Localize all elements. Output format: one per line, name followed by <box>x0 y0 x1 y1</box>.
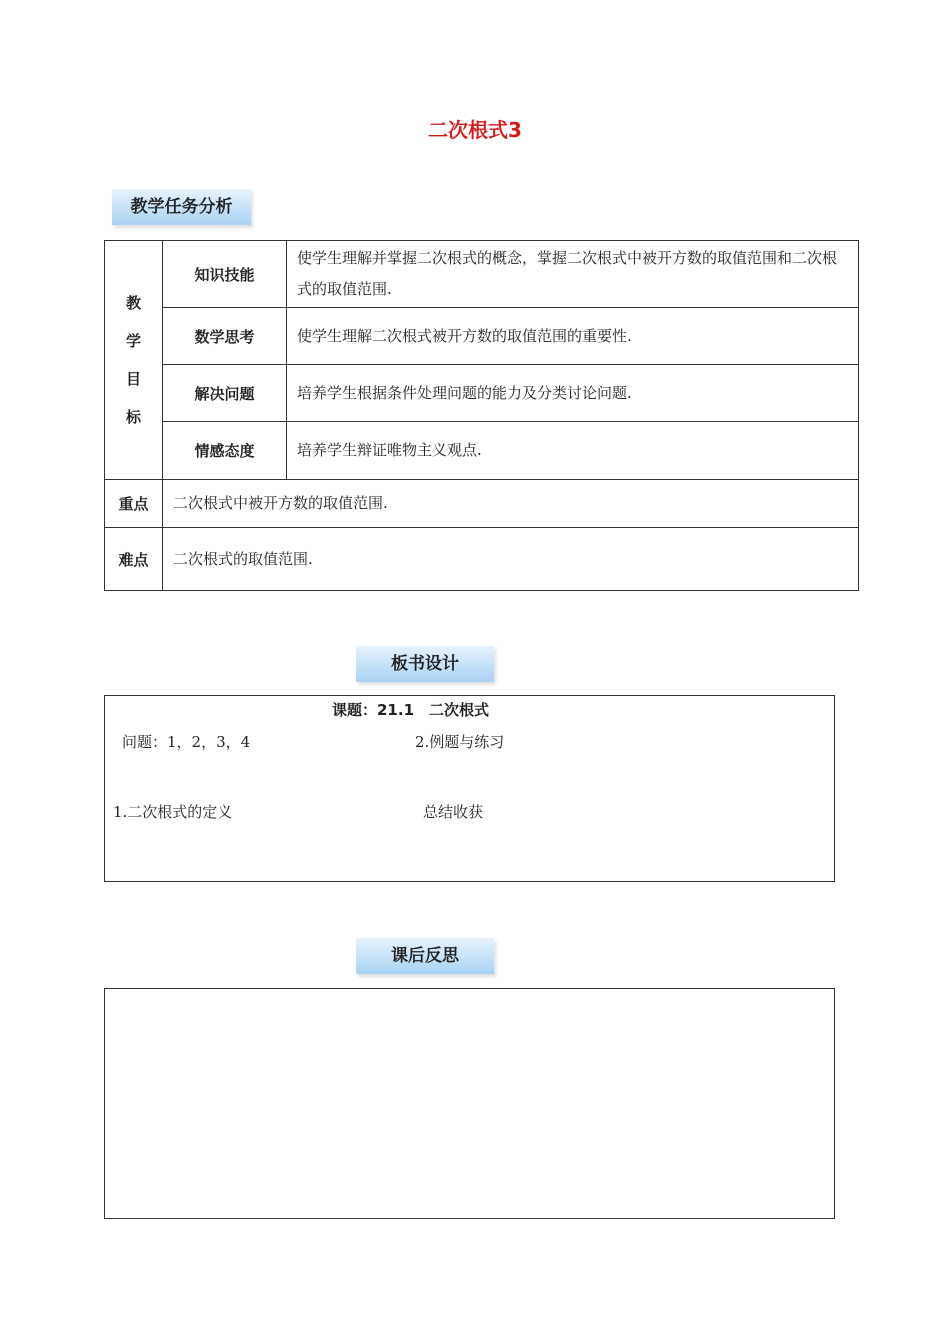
key-point-label: 重点 <box>105 480 163 528</box>
goal-text-attitude: 培养学生辩证唯物主义观点. <box>287 422 859 480</box>
difficulty-text: 二次根式的取值范围. <box>163 528 859 591</box>
goal-label-char: 标 <box>125 408 141 426</box>
teaching-goals-label <box>105 241 163 480</box>
page-title: 二次根式3 <box>428 118 522 142</box>
difficulty-label: 难点 <box>105 528 163 591</box>
goal-text-problem-solving: 培养学生根据条件处理问题的能力及分类讨论问题. <box>287 365 859 422</box>
board-summary: 总结收获 <box>423 803 484 821</box>
reflection-box <box>104 988 835 1219</box>
section-heading-task-analysis: 教学任务分析 <box>112 189 251 225</box>
goal-category-problem-solving: 解决问题 <box>163 365 287 422</box>
section-heading-board-design: 板书设计 <box>356 646 494 682</box>
board-definition: 1.二次根式的定义 <box>113 803 233 821</box>
section-heading-reflection: 课后反思 <box>356 938 494 974</box>
goal-label-char: 学 <box>125 332 141 350</box>
board-examples: 2.例题与练习 <box>415 733 505 751</box>
board-topic: 课题：21.1 二次根式 <box>332 701 490 719</box>
goal-label-char: 教 <box>125 294 141 312</box>
goal-category-math-thinking: 数学思考 <box>163 308 287 365</box>
goal-label-char: 目 <box>125 370 141 388</box>
goal-category-knowledge: 知识技能 <box>163 241 287 308</box>
key-point-text: 二次根式中被开方数的取值范围. <box>163 480 859 528</box>
board-questions: 问题：1，2，3，4 <box>122 733 251 751</box>
goal-category-attitude: 情感态度 <box>163 422 287 480</box>
goal-text-knowledge: 使学生理解并掌握二次根式的概念，掌握二次根式中被开方数的取值范围和二次根式的取值范围. <box>287 241 859 308</box>
board-design-box <box>104 695 835 882</box>
task-analysis-table <box>104 240 859 591</box>
goal-text-math-thinking: 使学生理解二次根式被开方数的取值范围的重要性. <box>287 308 859 365</box>
